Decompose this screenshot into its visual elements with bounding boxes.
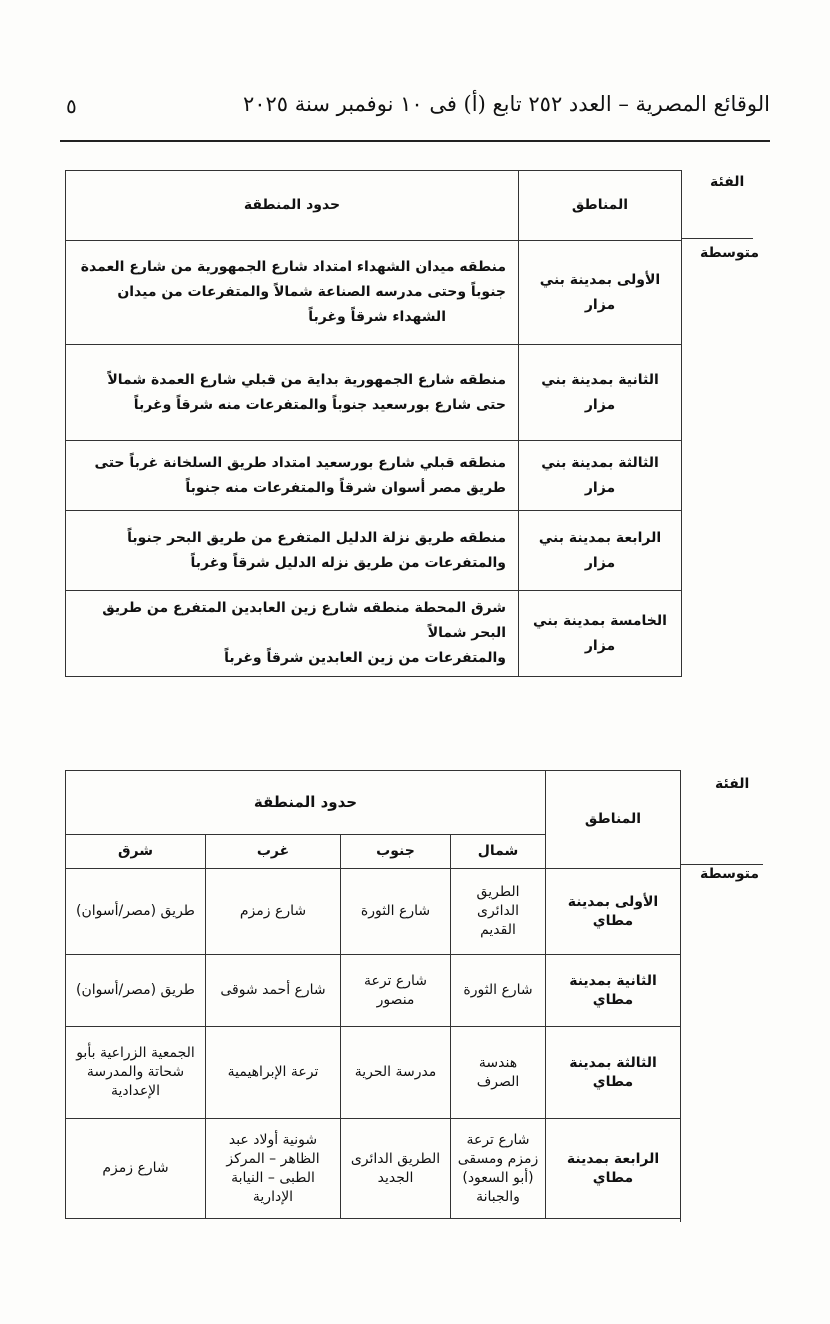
- east-cell: طريق (مصر/أسوان): [66, 955, 206, 1027]
- north-cell: الطريق الدائرى القديم: [451, 869, 546, 955]
- area-cell: الخامسة بمدينة بني مزار: [519, 591, 682, 677]
- table1-bounds-header: حدود المنطقة: [66, 171, 519, 241]
- area-cell: الأولى بمدينة بني مزار: [519, 241, 682, 345]
- table2-category-header: الفئة: [715, 776, 750, 792]
- east-cell: الجمعية الزراعية بأبو شحاتة والمدرسة الإعدادية: [66, 1027, 206, 1119]
- table2-bounds-header: حدود المنطقة: [66, 771, 546, 835]
- bounds-line: منطقه شارع الجمهورية بداية من قبلي شارع العمدة شمالاً: [107, 371, 506, 388]
- table-row: [66, 345, 682, 441]
- table-row: [66, 441, 682, 511]
- page-header: [60, 92, 770, 132]
- area-cell: الثالثة بمدينة بني مزار: [519, 441, 682, 511]
- bounds-line: حتى شارع بورسعيد جنوباً والمتفرعات منه شرقاً وغرباً: [133, 396, 506, 413]
- bounds-line: منطقه قبلي شارع بورسعيد امتداد طريق السلخانة غرباً حتى: [94, 454, 506, 471]
- south-cell: شارع ترعة منصور: [341, 955, 451, 1027]
- table2-category-value: متوسطة: [700, 866, 760, 882]
- bounds-cell: [66, 511, 519, 591]
- north-header: شمال: [451, 835, 546, 869]
- east-cell: شارع زمزم: [66, 1119, 206, 1219]
- bounds-line: الشهداء شرقاً وغرباً: [308, 309, 446, 325]
- bounds-cell: [66, 241, 519, 345]
- bounds-line: والمتفرعات من طريق نزله الدليل شرقاً وغرباً: [190, 554, 506, 571]
- gazette-title: الوقائع المصرية – العدد ٢٥٢ تابع (أ) فى ١٠ نوفمبر سنة ٢٠٢٥: [242, 92, 770, 116]
- bounds-line: جنوباً وحتى مدرسه الصناعة شمالاً والمتفرعات من ميدان: [117, 284, 506, 300]
- bounds-cell: [66, 441, 519, 511]
- bounds-cell: [66, 345, 519, 441]
- table1-category-value: متوسطة: [700, 245, 760, 261]
- table-row: [66, 869, 681, 955]
- bounds-line: شرق المحطة منطقه شارع زين العابدين المتفرع من طريق البحر شمالاً: [102, 600, 506, 641]
- area-cell: الرابعة بمدينة بني مزار: [519, 511, 682, 591]
- table2-category-divider: [680, 864, 763, 865]
- header-rule: [60, 140, 770, 142]
- area-cell: الرابعة بمدينة مطاي: [546, 1119, 681, 1219]
- table-row: [66, 955, 681, 1027]
- south-cell: الطريق الدائرى الجديد: [341, 1119, 451, 1219]
- table-row: [66, 1027, 681, 1119]
- table1-category-divider: [681, 238, 753, 239]
- area-cell: الثانية بمدينة مطاي: [546, 955, 681, 1027]
- west-cell: شونية أولاد عبد الظاهر – المركز الطبى – النيابة الإدارية: [206, 1119, 341, 1219]
- table1: [65, 170, 682, 677]
- north-cell: شارع الثورة: [451, 955, 546, 1027]
- north-cell: هندسة الصرف: [451, 1027, 546, 1119]
- east-header: شرق: [66, 835, 206, 869]
- table-row: [66, 1119, 681, 1219]
- south-cell: شارع الثورة: [341, 869, 451, 955]
- table1-areas-header: المناطق: [519, 171, 682, 241]
- west-cell: شارع أحمد شوقى: [206, 955, 341, 1027]
- bounds-line: منطقه طريق نزلة الدليل المتفرع من طريق البحر جنوباً: [127, 529, 506, 546]
- table2: [65, 770, 681, 1219]
- table1-category-header: الفئة: [710, 174, 745, 190]
- bounds-line: منطقه ميدان الشهداء امتداد شارع الجمهورية من شارع العمدة: [80, 259, 506, 275]
- west-header: غرب: [206, 835, 341, 869]
- table-row: [66, 591, 682, 677]
- area-cell: الأولى بمدينة مطاي: [546, 869, 681, 955]
- table2-areas-header: المناطق: [546, 771, 681, 869]
- bounds-line: والمتفرعات من زين العابدين شرقاً وغرباً: [224, 650, 506, 666]
- south-cell: مدرسة الحرية: [341, 1027, 451, 1119]
- west-cell: ترعة الإبراهيمية: [206, 1027, 341, 1119]
- table2-category-column: [680, 770, 764, 1222]
- table-row: [66, 241, 682, 345]
- north-cell: شارع ترعة زمزم ومسقى (أبو السعود) والجبانة: [451, 1119, 546, 1219]
- table-row: [66, 511, 682, 591]
- bounds-cell: [66, 591, 519, 677]
- east-cell: طريق (مصر/أسوان): [66, 869, 206, 955]
- page-number: ٥: [66, 94, 77, 118]
- bounds-line: طريق مصر أسوان شرقاً والمتفرعات منه جنوباً: [185, 479, 506, 496]
- south-header: جنوب: [341, 835, 451, 869]
- west-cell: شارع زمزم: [206, 869, 341, 955]
- area-cell: الثانية بمدينة بني مزار: [519, 345, 682, 441]
- area-cell: الثالثة بمدينة مطاي: [546, 1027, 681, 1119]
